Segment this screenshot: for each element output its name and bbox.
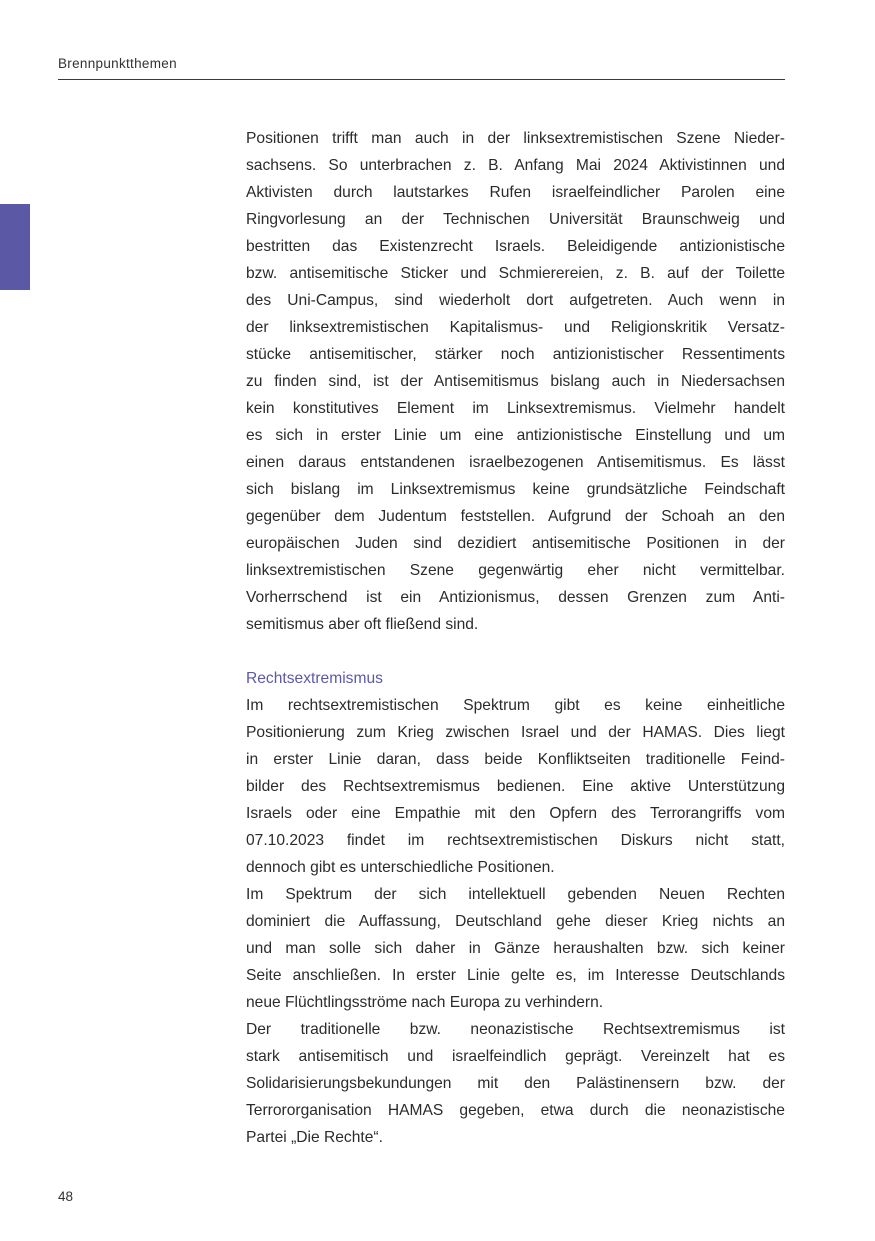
text-line: es sich in erster Linie um eine antizionistische Einstellung und um <box>246 427 785 444</box>
text-line: bestritten das Existenzrecht Israels. Beleidigende antizionistische <box>246 238 785 255</box>
text-line: dominiert die Auffassung, Deutschland gehe dieser Krieg nichts an <box>246 913 785 930</box>
text-line: zu finden sind, ist der Antisemitismus bislang auch in Niedersachsen <box>246 373 785 390</box>
paragraph-right-extremism-intro <box>246 692 785 881</box>
text-line: gegenüber dem Judentum feststellen. Aufgrund der Schoah an den <box>246 508 785 525</box>
paragraph-gap <box>246 638 785 665</box>
section-heading: Rechtsextremismus <box>246 670 383 687</box>
text-line: Seite anschließen. In erster Linie gelte es, im Interesse Deutschlands <box>246 967 785 984</box>
text-line: Im Spektrum der sich intellektuell gebenden Neuen Rechten <box>246 886 785 903</box>
text-line: Ringvorlesung an der Technischen Universität Braunschweig und <box>246 211 785 228</box>
text-line: Positionierung zum Krieg zwischen Israel und der HAMAS. Dies liegt <box>246 724 785 741</box>
text-line: Im rechtsextremistischen Spektrum gibt es keine einheitliche <box>246 697 785 714</box>
paragraph-left-extremism <box>246 125 785 638</box>
text-line: Solidarisierungsbekundungen mit den Palästinensern bzw. der <box>246 1075 785 1092</box>
running-header: Brennpunktthemen <box>58 56 177 71</box>
text-line: Israels oder eine Empathie mit den Opfern des Terrorangriffs vom <box>246 805 785 822</box>
page-number: 48 <box>58 1189 74 1204</box>
text-line: und man solle sich daher in Gänze heraushalten bzw. sich keiner <box>246 940 785 957</box>
header-rule <box>58 79 785 80</box>
text-line: Aktivisten durch lautstarkes Rufen israelfeindlicher Parolen eine <box>246 184 785 201</box>
text-line: stücke antisemitischer, stärker noch antizionistischer Ressentiments <box>246 346 785 363</box>
text-line: Positionen trifft man auch in der linksextremistischen Szene Nieder- <box>246 130 785 147</box>
paragraph-new-right <box>246 881 785 1016</box>
text-line: in erster Linie daran, dass beide Konfliktseiten traditionelle Feind- <box>246 751 785 768</box>
text-line: Partei „Die Rechte“. <box>246 1129 383 1146</box>
text-line: sich bislang im Linksextremismus keine grundsätzliche Feindschaft <box>246 481 785 498</box>
text-line: bzw. antisemitische Sticker und Schmierereien, z. B. auf der Toilette <box>246 265 785 282</box>
text-line: stark antisemitisch und israelfeindlich geprägt. Vereinzelt hat es <box>246 1048 785 1065</box>
text-line: Der traditionelle bzw. neonazistische Rechtsextremismus ist <box>246 1021 785 1038</box>
text-line: dennoch gibt es unterschiedliche Positionen. <box>246 859 555 876</box>
text-line: Vorherrschend ist ein Antizionismus, dessen Grenzen zum Anti- <box>246 589 785 606</box>
text-line: 07.10.2023 findet im rechtsextremistischen Diskurs nicht statt, <box>246 832 785 849</box>
paragraph-neonazi <box>246 1016 785 1151</box>
text-line: des Uni-Campus, sind wiederholt dort aufgetreten. Auch wenn in <box>246 292 785 309</box>
text-line: semitismus aber oft fließend sind. <box>246 616 479 633</box>
text-line: linksextremistischen Szene gegenwärtig eher nicht vermittelbar. <box>246 562 785 579</box>
chapter-side-tab <box>0 204 30 290</box>
page-body <box>246 125 785 1151</box>
text-line: neue Flüchtlingsströme nach Europa zu verhindern. <box>246 994 604 1011</box>
text-line: kein konstitutives Element im Linksextremismus. Vielmehr handelt <box>246 400 785 417</box>
text-line: Terrororganisation HAMAS gegeben, etwa durch die neonazistische <box>246 1102 785 1119</box>
text-line: europäischen Juden sind dezidiert antisemitische Positionen in der <box>246 535 785 552</box>
text-line: der linksextremistischen Kapitalismus- und Religionskritik Versatz- <box>246 319 785 336</box>
text-line: bilder des Rechtsextremismus bedienen. Eine aktive Unterstützung <box>246 778 785 795</box>
text-line: sachsens. So unterbrachen z. B. Anfang Mai 2024 Aktivistinnen und <box>246 157 785 174</box>
text-line: einen daraus entstandenen israelbezogenen Antisemitismus. Es lässt <box>246 454 785 471</box>
